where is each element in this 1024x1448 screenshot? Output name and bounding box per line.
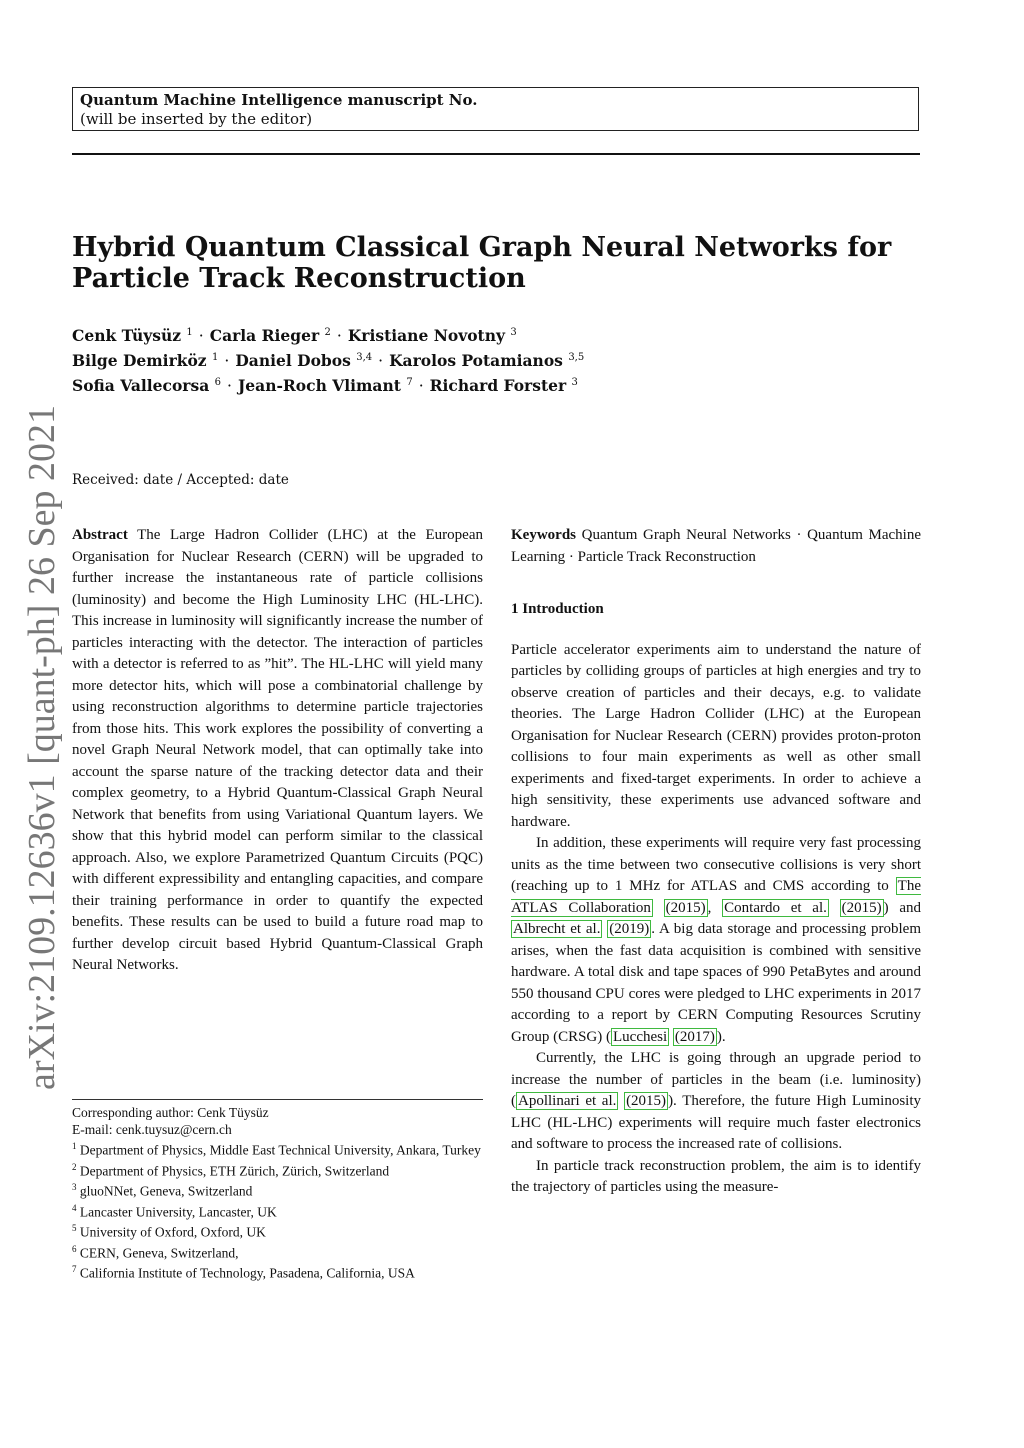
affiliation-text: CERN, Geneva, Switzerland, (79, 1245, 239, 1260)
author-separator: · (336, 327, 342, 346)
intro-paragraph-2 (511, 833, 921, 1048)
author-separator: · (227, 377, 232, 396)
text-span: . A big data storage and processing problem arises, when the fast data acquisition is combined with sensitive hardware. A total disk and tape spaces of 990 PetaBytes and around 550 thousand CPU cores were pledged to LHC experiments in 2017 according to a report by CERN Computing Resources Scrutiny Group (CRSG) ( (511, 921, 921, 1045)
paper-title: Hybrid Quantum Classical Graph Neural Networks for Particle Track Reconstruction (72, 232, 892, 294)
author-name: Kristiane Novotny (347, 326, 505, 346)
affiliation-item (72, 1220, 483, 1241)
affiliation-text: Department of Physics, ETH Zürich, Zürich, Switzerland (79, 1163, 390, 1178)
section-heading: 1 Introduction (511, 601, 604, 617)
citation-link[interactable]: Lucchesi (613, 1028, 668, 1045)
author-name: Jean-Roch Vlimant (237, 376, 401, 396)
affiliation-number: 7 (72, 1264, 77, 1274)
author-name: Bilge Demirköz (72, 351, 207, 371)
affiliation-item (72, 1179, 483, 1200)
affiliation-item (72, 1138, 483, 1159)
received-accepted-dates: Received: date / Accepted: date (72, 472, 289, 488)
author-line-1 (72, 322, 772, 347)
author-name: Carla Rieger (209, 326, 320, 346)
affiliation-text: California Institute of Technology, Pasadena, California, USA (79, 1265, 415, 1281)
right-column (511, 525, 921, 1199)
citation-year-link[interactable]: (2015) (665, 899, 706, 916)
editor-note: (will be inserted by the editor) (80, 110, 313, 128)
author-separator: · (198, 327, 204, 346)
author-name: Sofia Vallecorsa (72, 376, 210, 396)
author-line-3 (72, 372, 772, 397)
header-rule (72, 153, 920, 155)
footnotes (72, 1104, 483, 1282)
affiliation-item (72, 1261, 483, 1282)
author-name: Richard Forster (429, 376, 567, 396)
citation-year-link[interactable]: (2019) (609, 921, 650, 937)
author-affiliation: 1 (212, 352, 219, 364)
author-affiliation: 2 (324, 327, 331, 338)
intro-paragraph-4: In particle track reconstruction problem, the aim is to identify the trajectory of particles using the measure- (511, 1157, 921, 1195)
affiliation-number: 3 (72, 1182, 77, 1192)
affiliation-text: Department of Physics, Middle East Technical University, Ankara, Turkey (79, 1142, 481, 1158)
text-span: Currently, the LHC is going through an upgrade period to increase the number of particles in the beam (i.e. luminosity) ( (511, 1050, 921, 1109)
text-span: ). (716, 1028, 726, 1045)
citation-link[interactable]: Contardo et al. (724, 899, 827, 916)
keywords-heading: Keywords (511, 527, 576, 543)
affiliation-item (72, 1159, 483, 1180)
abstract (72, 525, 483, 977)
affiliation-item (72, 1241, 483, 1262)
corresponding-author: Corresponding author: Cenk Tüysüz (72, 1105, 269, 1120)
email: E-mail: cenk.tuysuz@cern.ch (72, 1122, 232, 1137)
affiliation-text: Lancaster University, Lancaster, UK (79, 1204, 277, 1219)
author-affiliation: 1 (186, 327, 193, 338)
author-separator: · (378, 352, 384, 371)
author-affiliation: 6 (214, 377, 222, 389)
text-span: , (707, 899, 723, 916)
citation-link[interactable]: Albrecht et al. (513, 921, 601, 937)
citation-link[interactable]: Apollinari et al. (518, 1093, 617, 1109)
abstract-text: The Large Hadron Collider (LHC) at the European Organisation for Nuclear Research (CERN) will be upgraded to further increase the instantaneous rate of particle collisions (luminosity) and become the High Luminosity LHC (HL-LHC). This increase in luminosity will significantly increase the number of particles interacting with the detector. The interaction of particles with a detector is referred to as ”hit”. The HL-LHC will yield many more detector hits, which will pose a combinatorial challenge by using reconstruction algorithms to determine particle trajectories from those hits. This work explores the possibility of converting a novel Graph Neural Network model, that can optimally take into account the sparse nature of the tracking detector data and their complex geometry, to a Hybrid Quantum-Classical Graph Neural Network that benefits from using Variational Quantum layers. We show that this hybrid model can perform similar to the classical approach. Also, we explore Parametrized Quantum Circuits (PQC) with different expressibility and entangling capacities, and compare their training performance in order to quantify the expected benefits. These results can be used to build a future road map to further develop circuit based Hybrid Quantum-Classical Graph Neural Networks. (72, 527, 483, 973)
author-affiliation: 3,5 (568, 352, 585, 364)
affiliation-number: 4 (72, 1202, 77, 1213)
author-affiliation: 3 (571, 377, 578, 389)
author-affiliation: 7 (406, 377, 413, 389)
affiliation-number: 6 (72, 1243, 77, 1254)
keywords (511, 525, 921, 568)
text-span: ). Therefore, the future High Luminosity LHC (HL-LHC) experiments will require much faster electronics and software to process the increased rate of collisions. (511, 1093, 922, 1152)
abstract-heading: Abstract (72, 527, 128, 543)
author-separator: · (418, 377, 424, 396)
journal-name: Quantum Machine Intelligence manuscript No. (80, 91, 478, 109)
journal-header-box (72, 87, 919, 131)
affiliation-number: 1 (72, 1141, 77, 1151)
affiliation-text: University of Oxford, Oxford, UK (79, 1224, 266, 1240)
footnote-rule (72, 1099, 483, 1100)
left-column (72, 525, 483, 977)
author-name: Cenk Tüysüz (72, 326, 182, 346)
intro-paragraph-1: Particle accelerator experiments aim to understand the nature of particles by colliding groups of particles at high energies and try to observe creation of particles and their decays, e.g. to validate theories. The Large Hadron Collider (LHC) at the European Organisation for Nuclear Research (CERN) provides proton-proton collisions to four main experiments as well as other small experiments and fixed-target experiments. In order to achieve a high sensitivity, these experiments use advanced software and hardware. (511, 641, 921, 830)
affiliation-text: gluoNNet, Geneva, Switzerland (79, 1183, 253, 1199)
intro-paragraph-3 (511, 1048, 921, 1156)
author-separator: · (224, 352, 230, 371)
author-name: Daniel Dobos (235, 351, 351, 371)
affiliation-number: 2 (72, 1161, 77, 1172)
citation-year-link[interactable]: (2015) (626, 1093, 667, 1109)
text-span: ) and (883, 899, 922, 916)
author-line-2 (72, 347, 772, 372)
citation-year-link[interactable]: (2015) (841, 899, 882, 916)
arxiv-identifier: arXiv:2109.12636v1 [quant-ph] 26 Sep 2021 (21, 405, 63, 1090)
author-list (72, 322, 772, 397)
text-span: In addition, these experiments will require very fast processing units as the time between two consecutive collisions is very short (reaching up to 1 MHz for ATLAS and CMS according to (511, 835, 921, 894)
affiliation-item (72, 1200, 483, 1221)
author-affiliation: 3 (510, 327, 517, 338)
citation-year-link[interactable]: (2017) (674, 1028, 715, 1045)
affiliation-number: 5 (72, 1223, 77, 1233)
author-name: Karolos Potamianos (389, 351, 563, 371)
author-affiliation: 3,4 (356, 352, 373, 364)
citation-link[interactable]: The ATLAS Collaboration (511, 878, 921, 916)
keywords-text: Quantum Graph Neural Networks · Quantum Machine Learning · Particle Track Reconstruction (511, 527, 921, 565)
